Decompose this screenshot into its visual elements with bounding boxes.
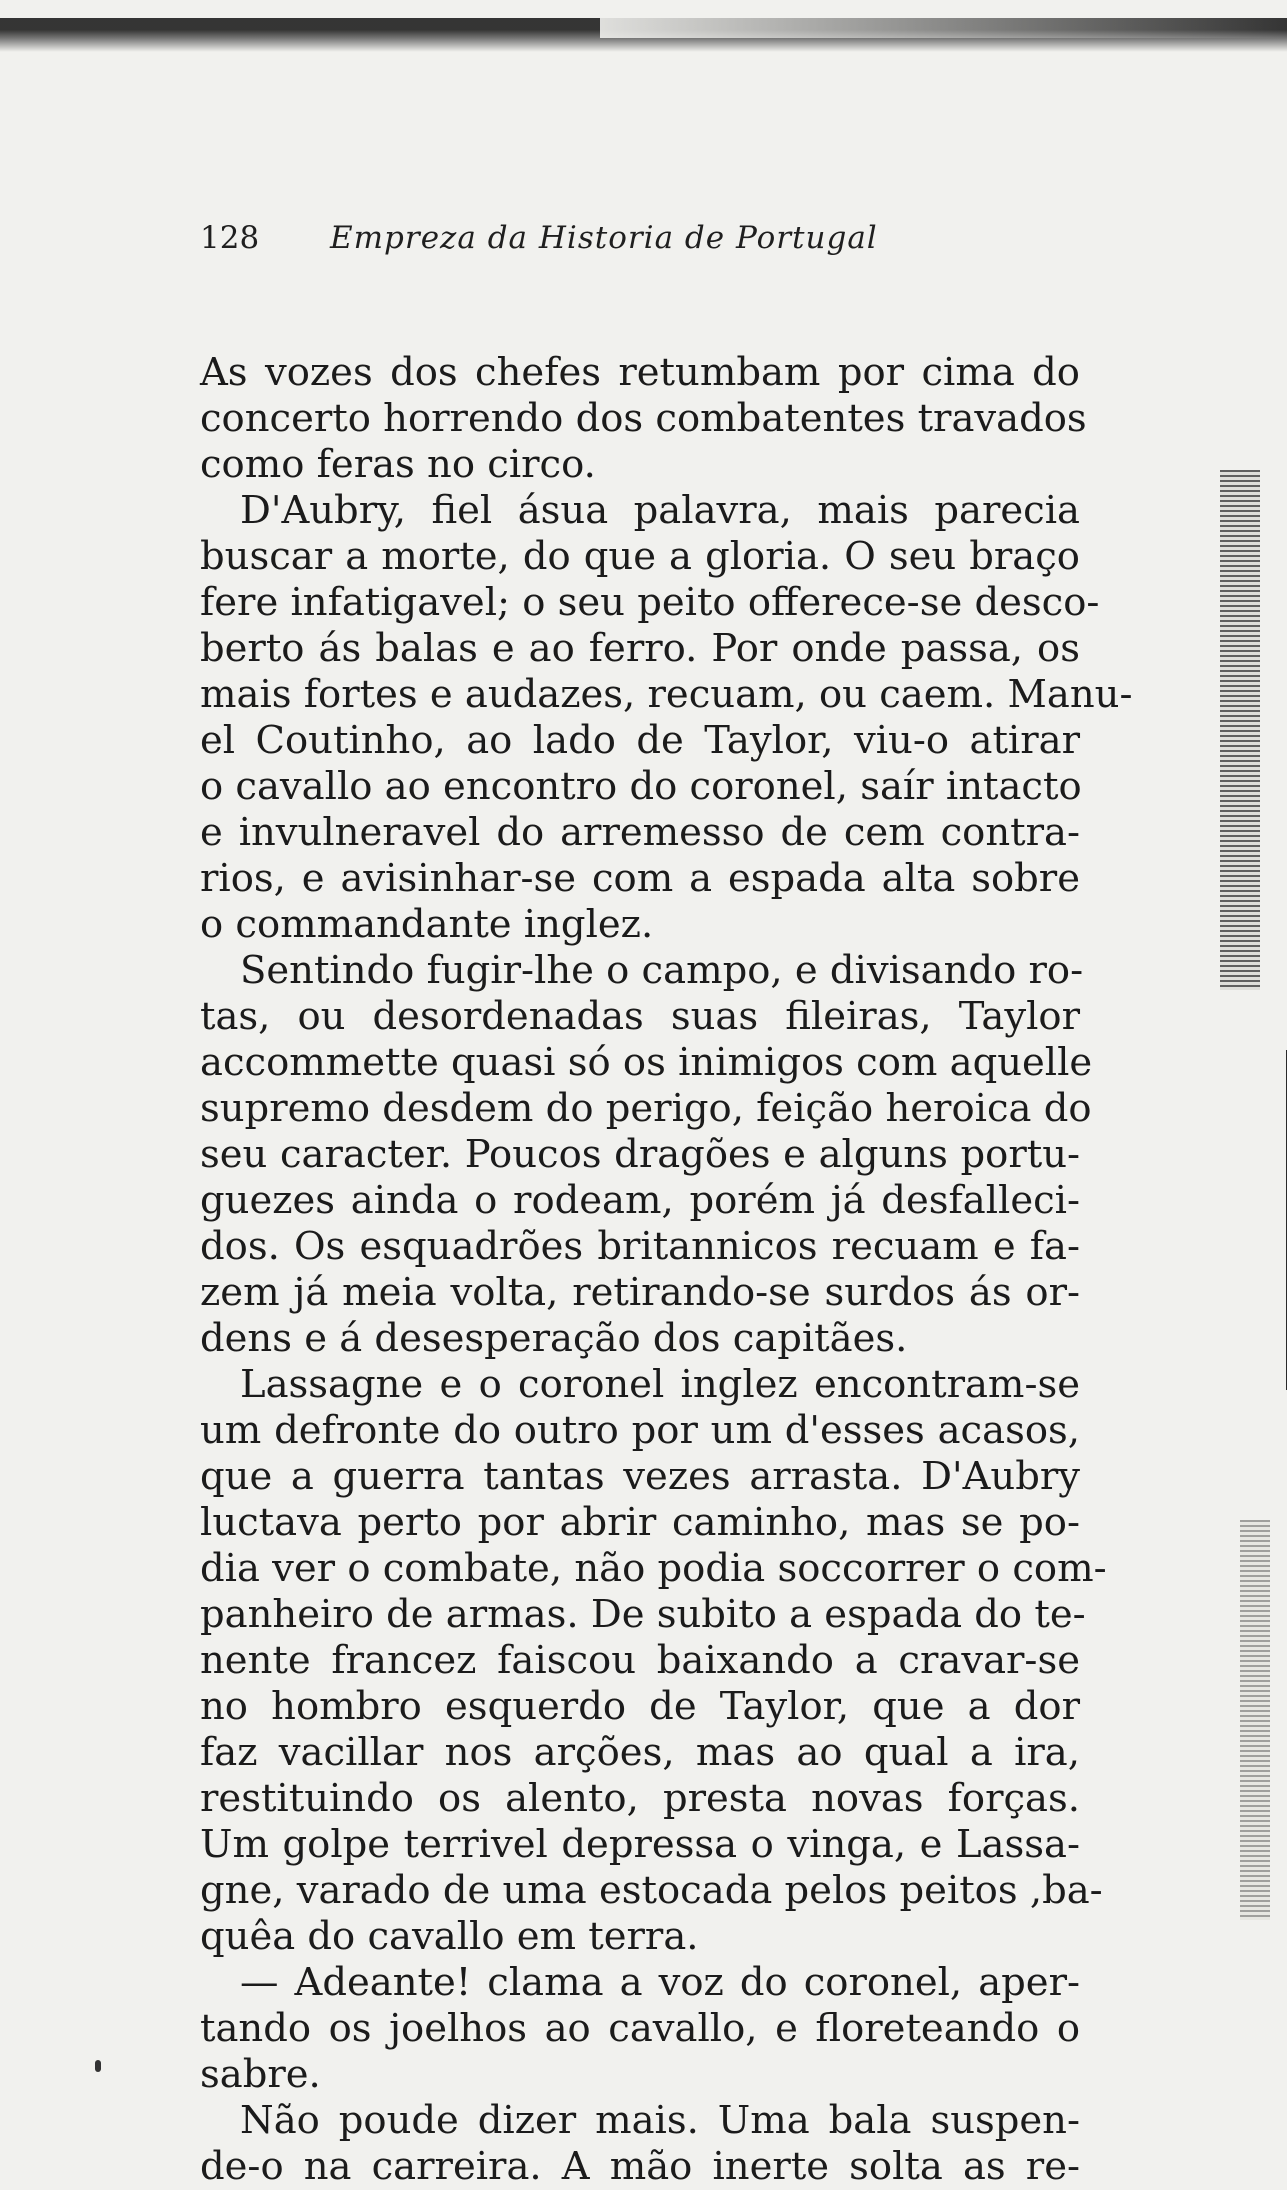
text-line: no hombro esquerdo de Taylor, que a dor bbox=[200, 1684, 1080, 1729]
text-line: Lassagne e o coronel inglez encontram-se bbox=[240, 1362, 1080, 1407]
text-line: Um golpe terrivel depressa o vinga, e Lassa- bbox=[200, 1822, 1080, 1867]
text-line: berto ás balas e ao ferro. Por onde passa, os bbox=[200, 626, 1080, 671]
text-line: zem já meia volta, retirando-se surdos ás or- bbox=[200, 1270, 1080, 1315]
running-title: Empreza da Historia de Portugal bbox=[330, 220, 878, 256]
body-text bbox=[200, 350, 1133, 2190]
text-line: o commandante inglez. bbox=[200, 902, 654, 947]
text-line: dia ver o combate, não podia soccorrer o com- bbox=[200, 1546, 1107, 1591]
text-line: panheiro de armas. De subito a espada do te- bbox=[200, 1592, 1086, 1637]
text-line: fere infatigavel; o seu peito offerece-se desco- bbox=[200, 580, 1100, 625]
text-line: dens e á desesperação dos capitães. bbox=[200, 1316, 908, 1361]
running-head bbox=[200, 220, 1080, 268]
text-line: de-o na carreira. A mão inerte solta as re- bbox=[200, 2144, 1080, 2189]
text-line: rios, e avisinhar-se com a espada alta sobre bbox=[200, 856, 1080, 901]
text-line: um defronte do outro por um d'esses acasos, bbox=[200, 1408, 1080, 1453]
binding-shadow-lower bbox=[1240, 1520, 1270, 1920]
text-line: concerto horrendo dos combatentes travados bbox=[200, 396, 1087, 441]
text-line: sabre. bbox=[200, 2052, 321, 2097]
text-line: e invulneravel do arremesso de cem contra- bbox=[200, 810, 1080, 855]
text-line: quêa do cavallo em terra. bbox=[200, 1914, 699, 1959]
text-line: accommette quasi só os inimigos com aquelle bbox=[200, 1040, 1093, 1085]
text-line: luctava perto por abrir caminho, mas se po- bbox=[200, 1500, 1080, 1545]
text-line: tando os joelhos ao cavallo, e floreteando o bbox=[200, 2006, 1080, 2051]
text-line: Sentindo fugir-lhe o campo, e divisando ro- bbox=[240, 948, 1084, 993]
text-line: — Adeante! clama a voz do coronel, aper- bbox=[240, 1960, 1080, 2005]
text-line: As vozes dos chefes retumbam por cima do bbox=[200, 350, 1080, 395]
book-page bbox=[200, 220, 1133, 2190]
text-line: buscar a morte, do que a gloria. O seu braço bbox=[200, 534, 1080, 579]
text-line: que a guerra tantas vezes arrasta. D'Aubry bbox=[200, 1454, 1080, 1499]
text-line: el Coutinho, ao lado de Taylor, viu-o atirar bbox=[200, 718, 1080, 763]
text-line: nente francez faiscou baixando a cravar-se bbox=[200, 1638, 1080, 1683]
text-line: dos. Os esquadrões britannicos recuam e fa- bbox=[200, 1224, 1080, 1269]
text-line: restituindo os alento, presta novas forças. bbox=[200, 1776, 1080, 1821]
text-line: Não poude dizer mais. Uma bala suspen- bbox=[240, 2098, 1080, 2143]
text-line: o cavallo ao encontro do coronel, saír intacto bbox=[200, 764, 1082, 809]
text-line: supremo desdem do perigo, feição heroica do bbox=[200, 1086, 1092, 1131]
text-line: seu caracter. Poucos dragões e alguns portu- bbox=[200, 1132, 1080, 1177]
text-line: guezes ainda o rodeam, porém já desfalleci- bbox=[200, 1178, 1080, 1223]
ink-speck bbox=[95, 2060, 101, 2072]
text-line: como feras no circo. bbox=[200, 442, 596, 487]
text-line: gne, varado de uma estocada pelos peitos ,ba- bbox=[200, 1868, 1103, 1913]
text-line: D'Aubry, fiel ásua palavra, mais parecia bbox=[240, 488, 1080, 533]
text-line: tas, ou desordenadas suas fileiras, Taylor bbox=[200, 994, 1080, 1039]
page-top-edge-fade bbox=[600, 18, 1287, 38]
text-line: mais fortes e audazes, recuam, ou caem. Manu- bbox=[200, 672, 1133, 717]
page-number: 128 bbox=[200, 220, 260, 256]
text-line: faz vacillar nos arções, mas ao qual a ira, bbox=[200, 1730, 1080, 1775]
binding-shadow-upper bbox=[1220, 470, 1260, 990]
